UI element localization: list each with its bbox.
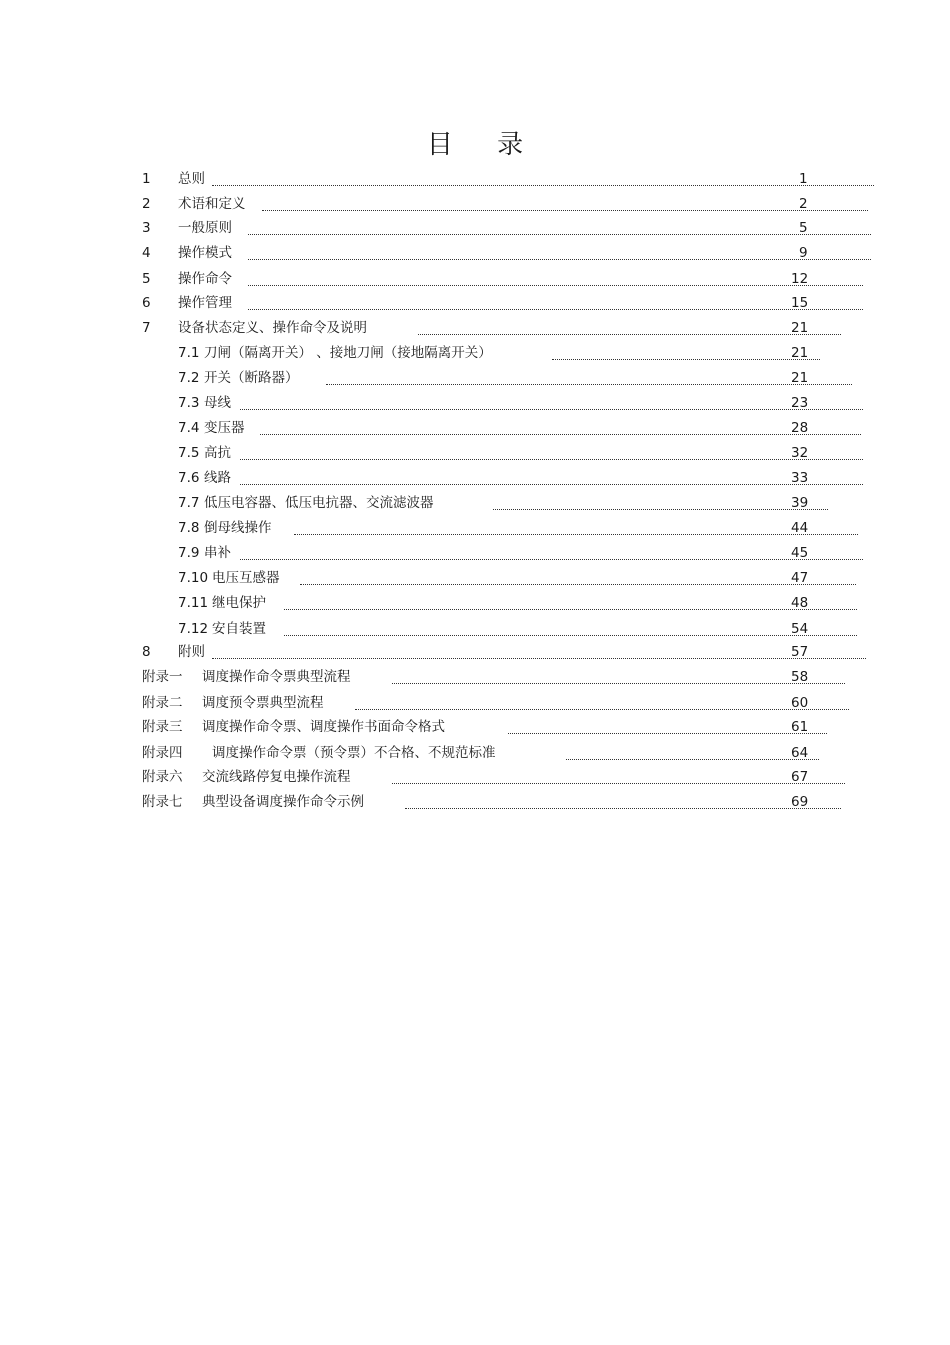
- toc-entry[interactable]: [0, 792, 950, 812]
- toc-leader-dots: [260, 420, 861, 435]
- toc-entry-title: 交流线路停复电操作流程: [202, 769, 351, 785]
- toc-entry-page: 21: [791, 345, 809, 361]
- toc-entry-number: 6: [142, 295, 151, 311]
- toc-entry-title: 变压器: [204, 420, 245, 436]
- toc-entry-title: 操作模式: [178, 245, 232, 261]
- toc-entry-number: 7.3: [178, 395, 200, 411]
- toc-entry-number: 附录三: [142, 719, 183, 735]
- toc-leader-dots: [248, 295, 863, 310]
- toc-entry-number: 7.11: [178, 595, 209, 611]
- toc-entry[interactable]: [0, 717, 950, 737]
- toc-entry-number: 附录六: [142, 769, 183, 785]
- toc-entry-page: 9: [799, 245, 808, 261]
- toc-entry[interactable]: [0, 194, 950, 214]
- toc-leader-dots: [566, 745, 819, 760]
- toc-entry-title: 高抗: [204, 445, 231, 461]
- toc-leader-dots: [294, 520, 858, 535]
- toc-entry-number: 7.4: [178, 420, 200, 436]
- toc-entry-title: 线路: [204, 470, 231, 486]
- toc-entry-number: 7.8: [178, 520, 200, 536]
- toc-leader-dots: [212, 644, 866, 659]
- toc-entry-title: 一般原则: [178, 220, 232, 236]
- toc-entry-title: 开关（断路器）: [204, 370, 299, 386]
- toc-entry[interactable]: [0, 243, 950, 263]
- toc-leader-dots: [326, 370, 852, 385]
- toc-entry[interactable]: [0, 543, 950, 563]
- toc-entry[interactable]: [0, 743, 950, 763]
- toc-entry-page: 5: [799, 220, 808, 236]
- toc-entry-page: 67: [791, 769, 809, 785]
- toc-entry-page: 21: [791, 320, 809, 336]
- toc-entry-page: 47: [791, 570, 809, 586]
- toc-entry[interactable]: [0, 619, 950, 639]
- toc-leader-dots: [493, 495, 828, 510]
- toc-entry-title: 操作命令: [178, 271, 232, 287]
- toc-entry-number: 7.5: [178, 445, 200, 461]
- toc-entry-page: 57: [791, 644, 809, 660]
- toc-entry-page: 15: [791, 295, 809, 311]
- toc-entry-page: 33: [791, 470, 809, 486]
- toc-entry-number: 8: [142, 644, 151, 660]
- toc-leader-dots: [240, 445, 863, 460]
- toc-entry[interactable]: [0, 693, 950, 713]
- toc-leader-dots: [392, 669, 845, 684]
- toc-leader-dots: [284, 595, 857, 610]
- toc-entry-number: 7.10: [178, 570, 209, 586]
- toc-leader-dots: [552, 345, 820, 360]
- toc-entry-page: 45: [791, 545, 809, 561]
- toc-entry-title: 安自装置: [212, 621, 266, 637]
- toc-entry[interactable]: [0, 218, 950, 238]
- toc-entry-page: 32: [791, 445, 809, 461]
- toc-entry-number: 7.12: [178, 621, 209, 637]
- toc-entry-page: 2: [799, 196, 808, 212]
- toc-entry-number: 附录二: [142, 695, 183, 711]
- toc-entry-title: 术语和定义: [178, 196, 246, 212]
- toc-entry-title: 串补: [204, 545, 231, 561]
- toc-entry-page: 39: [791, 495, 809, 511]
- toc-entry-page: 21: [791, 370, 809, 386]
- toc-entry-title: 设备状态定义、操作命令及说明: [178, 320, 367, 336]
- toc-leader-dots: [240, 545, 863, 560]
- toc-leader-dots: [405, 794, 841, 809]
- toc-entry-title: 调度预令票典型流程: [202, 695, 324, 711]
- toc-entry-title: 母线: [204, 395, 231, 411]
- toc-entry-title: 电压互感器: [212, 570, 280, 586]
- toc-entry[interactable]: [0, 169, 950, 189]
- toc-entry-number: 7.7: [178, 495, 200, 511]
- toc-entry-title: 附则: [178, 644, 205, 660]
- toc-entry[interactable]: [0, 418, 950, 438]
- toc-leader-dots: [355, 695, 849, 710]
- toc-entry-title: 倒母线操作: [204, 520, 272, 536]
- toc-entry-title: 低压电容器、低压电抗器、交流滤波器: [204, 495, 434, 511]
- toc-entry-page: 69: [791, 794, 809, 810]
- toc-leader-dots: [240, 470, 863, 485]
- toc-entry[interactable]: [0, 518, 950, 538]
- toc-leader-dots: [212, 171, 874, 186]
- toc-entry[interactable]: [0, 468, 950, 488]
- page-title: 目 录: [426, 130, 542, 160]
- toc-entry-page: 12: [791, 271, 809, 287]
- toc-entry-page: 64: [791, 745, 809, 761]
- toc-entry-number: 1: [142, 171, 151, 187]
- toc-entry-page: 1: [799, 171, 808, 187]
- toc-entry[interactable]: [0, 493, 950, 513]
- toc-leader-dots: [248, 271, 863, 286]
- toc-leader-dots: [418, 320, 841, 335]
- toc-entry-page: 28: [791, 420, 809, 436]
- toc-leader-dots: [392, 769, 845, 784]
- toc-leader-dots: [248, 220, 871, 235]
- toc-entry-title: 调度操作命令票（预令票）不合格、不规范标准: [212, 745, 496, 761]
- toc-entry-title: 总则: [178, 171, 205, 187]
- toc-entry[interactable]: [0, 568, 950, 588]
- toc-entry-number: 7.6: [178, 470, 200, 486]
- toc-entry-number: 7: [142, 320, 151, 336]
- toc-entry[interactable]: [0, 443, 950, 463]
- toc-entry[interactable]: [0, 642, 950, 662]
- toc-entry-number: 附录四: [142, 745, 183, 761]
- toc-entry[interactable]: [0, 393, 950, 413]
- toc-entry-number: 附录一: [142, 669, 183, 685]
- toc-entry-title: 调度操作命令票、调度操作书面命令格式: [202, 719, 445, 735]
- toc-leader-dots: [284, 621, 857, 636]
- toc-leader-dots: [240, 395, 863, 410]
- toc-entry[interactable]: [0, 368, 950, 388]
- toc-entry[interactable]: [0, 667, 950, 687]
- toc-entry-title: 典型设备调度操作命令示例: [202, 794, 364, 810]
- toc-entry-page: 44: [791, 520, 809, 536]
- toc-entry-title: 操作管理: [178, 295, 232, 311]
- toc-entry-number: 7.9: [178, 545, 200, 561]
- toc-entry-page: 61: [791, 719, 809, 735]
- toc-leader-dots: [508, 719, 827, 734]
- toc-entry[interactable]: [0, 767, 950, 787]
- toc-entry-number: 附录七: [142, 794, 183, 810]
- toc-entry[interactable]: [0, 293, 950, 313]
- toc-entry-page: 48: [791, 595, 809, 611]
- toc-entry-title: 调度操作命令票典型流程: [202, 669, 351, 685]
- toc-leader-dots: [300, 570, 856, 585]
- toc-entry-page: 54: [791, 621, 809, 637]
- toc-entry-number: 4: [142, 245, 151, 261]
- toc-entry-number: 3: [142, 220, 151, 236]
- toc-entry-number: 7.1: [178, 345, 200, 361]
- toc-entry[interactable]: [0, 318, 950, 338]
- toc-entry[interactable]: [0, 593, 950, 613]
- toc-entry-page: 23: [791, 395, 809, 411]
- toc-entry[interactable]: [0, 343, 950, 363]
- toc-entry-number: 7.2: [178, 370, 200, 386]
- toc-entry-number: 2: [142, 196, 151, 212]
- toc-entry-page: 60: [791, 695, 809, 711]
- toc-entry-title: 刀闸（隔离开关） 、接地刀闸（接地隔离开关）: [204, 345, 492, 361]
- toc-leader-dots: [248, 245, 871, 260]
- toc-entry-number: 5: [142, 271, 151, 287]
- toc-entry-title: 继电保护: [212, 595, 266, 611]
- toc-entry-page: 58: [791, 669, 809, 685]
- toc-leader-dots: [262, 196, 868, 211]
- toc-entry[interactable]: [0, 269, 950, 289]
